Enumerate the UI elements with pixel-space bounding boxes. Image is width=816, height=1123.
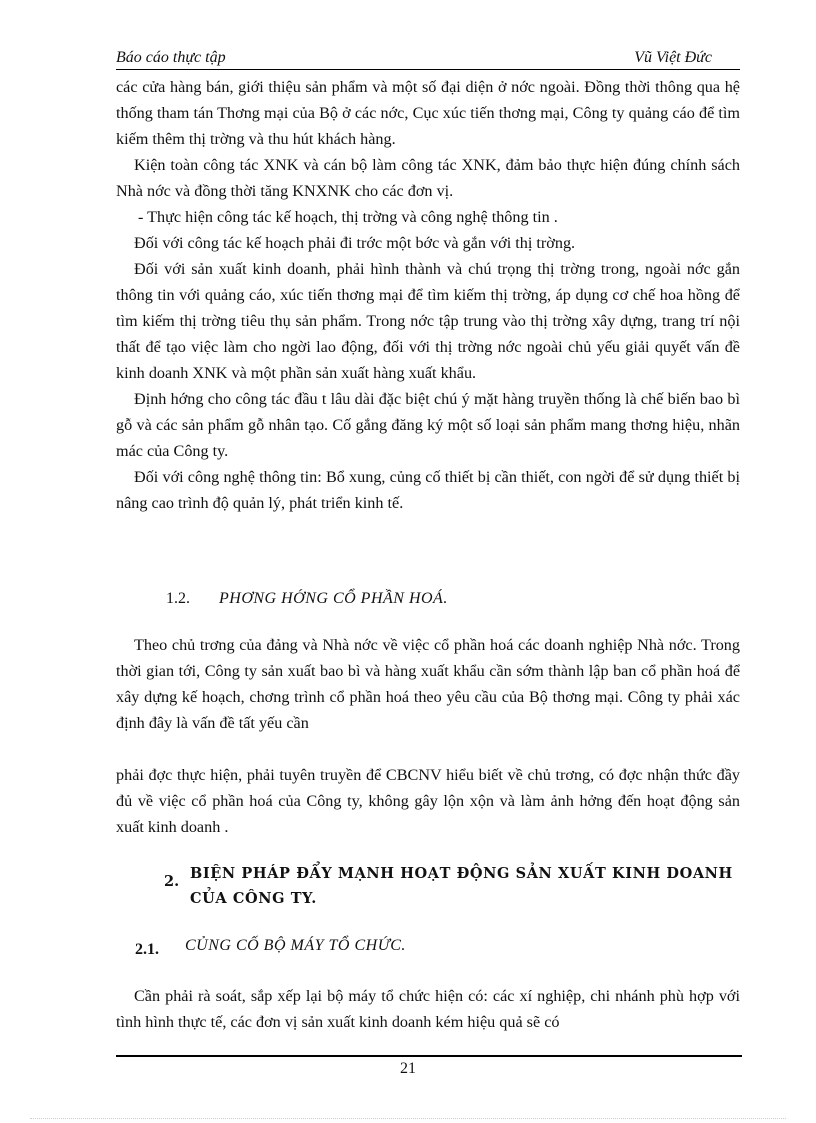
paragraph: Đối với công tác kế hoạch phải đi trớc một bớc và gắn với thị trờng. xyxy=(134,234,576,252)
section-number: 2. xyxy=(164,873,180,890)
section-number: 1.2. xyxy=(166,590,190,607)
body-text-top xyxy=(116,74,740,516)
section-title: PHƠNG HỚNG CỔ PHẦN HOÁ. xyxy=(219,590,448,607)
section-title: BIỆN PHÁP ĐẨY MẠNH HOẠT ĐỘNG SẢN XUẤT KINH DOANH CỦA CÔNG TY. xyxy=(190,865,733,907)
paragraph: Cần phải rà soát, sắp xếp lại bộ máy tổ chức hiện có: các xí nghiệp, chi nhánh phù hợp với tình hình thực tế, các đơn vị sản xuất kinh doanh kém hiệu quả sẽ có xyxy=(116,987,740,1031)
body-text-2-1 xyxy=(116,983,740,1035)
page-edge-divider xyxy=(30,1118,786,1119)
paragraph: Theo chủ trơng của đảng và Nhà nớc về việc cổ phần hoá các doanh nghiệp Nhà nớc. Trong thời gian tới, Công ty sản xuất bao bì và hàng xuất khẩu cần sớm thành lập ban cổ phần hoá để xây dựng kế hoạch, chơng trình cổ phần hoá theo yêu cầu của Bộ thơng mại. Công ty phải xác định đây là vấn đề tất yếu cần xyxy=(116,636,740,732)
paragraph: các cửa hàng bán, giới thiệu sản phẩm và một số đại diện ở nớc ngoài. Đồng thời thông qua hệ thống tham tán Thơng mại của Bộ ở các nớc, Cục xúc tiến thơng mại, Công ty quảng cáo để tìm kiếm thêm thị trờng và thu hút khách hàng. xyxy=(116,78,740,148)
body-text-1-2a xyxy=(116,632,740,736)
paragraph: Đối với sản xuất kinh doanh, phải hình thành và chú trọng thị trờng trong, ngoài nớc gắn thông tin với quảng cáo, xúc tiến thơng mại để tìm kiếm thị trờng, áp dụng cơ chế hoa hồng để tìm kiếm thị trờng tiêu thụ sản phẩm. Trong nớc tập trung vào thị trờng xây dựng, trang trí nội thất để tạo việc làm cho ngời lao động, đối với thị trờng nớc ngoài chủ yếu giải quyết vấn đề kinh doanh XNK và một phần sản xuất hàng xuất khẩu. xyxy=(116,260,740,382)
paragraph: phải đợc thực hiện, phải tuyên truyền để CBCNV hiểu biết về chủ trơng, có đợc nhận thức đầy đủ về việc cổ phần hoá của Công ty, không gây lộn xộn và làm ảnh hởng đến hoạt động sản xuất kinh doanh . xyxy=(116,766,740,836)
paragraph: Kiện toàn công tác XNK và cán bộ làm công tác XNK, đảm bảo thực hiện đúng chính sách Nhà nớc và đồng thời tăng KNXNK cho các đơn vị. xyxy=(116,156,740,200)
section-heading-1-2 xyxy=(166,590,566,614)
header-left: Báo cáo thực tập xyxy=(116,49,226,66)
section-title: CỦNG CỐ BỘ MÁY TỔ CHỨC. xyxy=(185,937,406,954)
header-right: Vũ Việt Đức xyxy=(634,49,712,66)
paragraph: - Thực hiện công tác kế hoạch, thị trờng và công nghệ thông tin . xyxy=(138,208,558,226)
footer-divider xyxy=(116,1055,742,1057)
paragraph: Định hớng cho công tác đầu t lâu dài đặc biệt chú ý mặt hàng truyền thống là chế biến bao bì gỗ và các sản phẩm gỗ nhân tạo. Cố gắng đăng ký một số loại sản phẩm mang thơng hiệu, nhãn mác của Công ty. xyxy=(116,390,740,460)
page-header xyxy=(116,49,740,70)
body-text-1-2b xyxy=(116,762,740,840)
section-number: 2.1. xyxy=(135,941,159,958)
page-number: 21 xyxy=(400,1060,416,1077)
paragraph: Đối với công nghệ thông tin: Bổ xung, củng cố thiết bị cần thiết, con ngời để sử dụng thiết bị nâng cao trình độ quản lý, phát triển kinh tế. xyxy=(116,468,740,512)
